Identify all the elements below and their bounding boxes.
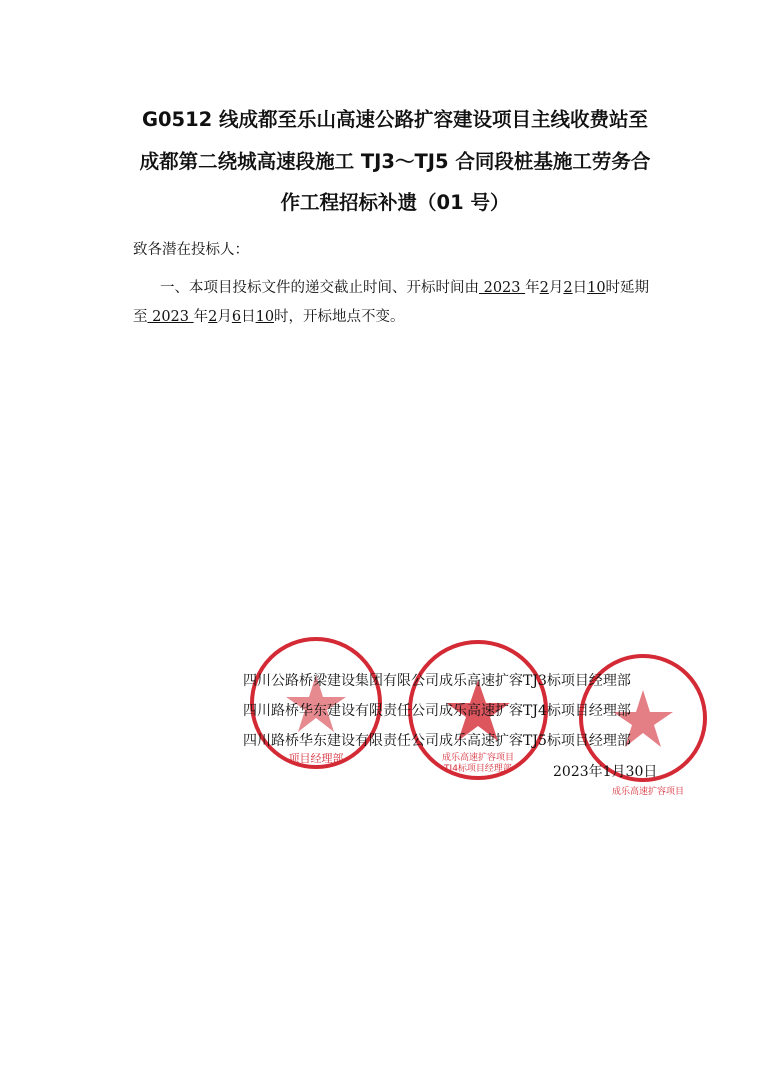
day: 6 (231, 309, 242, 325)
month: 2 (208, 309, 218, 325)
hour: 10 (255, 309, 275, 325)
document-title-line-2: 成都第二绕城高速段施工 TJ3～TJ5 合同段桩基施工劳务合 (139, 150, 651, 173)
hour: 10 (587, 280, 606, 296)
text: 一、本项目投标文件的递交截止时间、开标时间由 (160, 280, 479, 296)
document-title-line-3: 作工程招标补遗（01 号） (280, 191, 510, 214)
text: 日 (241, 309, 256, 325)
salutation: 致各潜在投标人： (133, 242, 249, 258)
svg-text:成乐高速扩容项目: 成乐高速扩容项目 (441, 753, 515, 763)
text: 时，开标地点不变。 (274, 309, 405, 325)
year: 2023 (479, 280, 526, 296)
document-title-line-1: G0512 线成都至乐山高速公路扩容建设项目主线收费站至 (141, 108, 649, 131)
issuer-tj4: 四川路桥华东建设有限责任公司成乐高速扩容TJ4标项目经理部 (243, 703, 631, 719)
text: 年 (193, 309, 209, 325)
svg-text:TJ4标项目经理部: TJ4标项目经理部 (444, 764, 512, 774)
text: 日 (572, 280, 588, 296)
month: 2 (539, 280, 549, 296)
issuer-tj3: 四川公路桥梁建设集团有限公司成乐高速扩容TJ3标项目经理部 (243, 673, 631, 689)
day: 2 (563, 280, 573, 296)
issuer-tj5: 四川路桥华东建设有限责任公司成乐高速扩容TJ5标项目经理部 (243, 733, 631, 749)
issue-date: 2023年1月30日 (553, 764, 658, 780)
text: 年 (525, 280, 540, 296)
text: 时延期 (605, 280, 650, 296)
text: 至 (133, 309, 148, 325)
svg-text:成乐高速扩容项目: 成乐高速扩容项目 (611, 787, 685, 797)
svg-text:项目经理部: 项目经理部 (288, 752, 344, 765)
text: 月 (217, 309, 232, 325)
text: 月 (548, 280, 564, 296)
year: 2023 (147, 309, 194, 325)
